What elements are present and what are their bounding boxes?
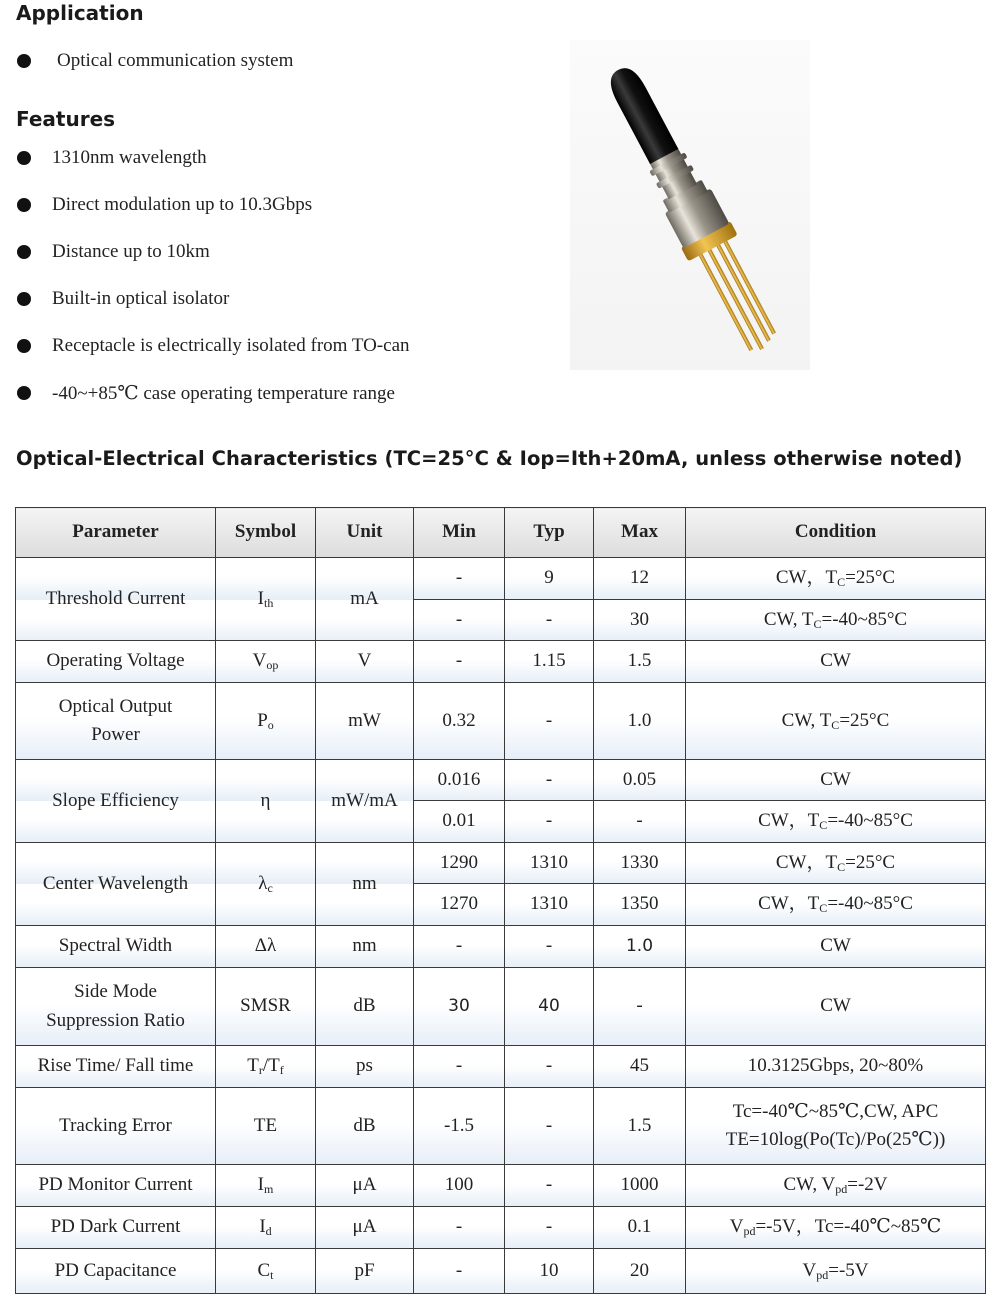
- symbol-cell: $P_o$: [216, 683, 316, 760]
- min-cell: 0.32: [414, 683, 505, 760]
- typ-cell: -: [505, 801, 594, 843]
- table-row: [16, 760, 986, 801]
- min-cell: -: [414, 926, 505, 968]
- table-row: [16, 968, 986, 1046]
- application-item: [17, 47, 293, 75]
- unit-cell: dB: [316, 968, 414, 1046]
- typ-cell: 40: [505, 968, 594, 1046]
- symbol-cell: $T_r/T_f$: [216, 1046, 316, 1088]
- bullet-icon: [17, 245, 31, 259]
- feature-item: [17, 238, 210, 266]
- table-row: [16, 641, 986, 683]
- product-image: [570, 40, 810, 370]
- table-row: [16, 1046, 986, 1088]
- table-header-row: [16, 508, 986, 558]
- symbol-cell: SMSR: [216, 968, 316, 1046]
- bullet-icon: [17, 54, 31, 68]
- symbol-cell: $I_d$: [216, 1207, 316, 1249]
- laser-diode-illustration: [570, 40, 810, 370]
- condition-cell: CW，$T_C=-40\sim 85^\circ C$: [686, 801, 986, 843]
- parameter-cell: Optical Output Power: [16, 683, 216, 760]
- min-cell: -1.5: [414, 1088, 505, 1165]
- features-heading: Features: [16, 107, 116, 131]
- feature-item-text: Distance up to 10km: [52, 241, 210, 262]
- unit-cell: V: [316, 641, 414, 683]
- max-cell: 1.0: [594, 683, 686, 760]
- min-cell: 1270: [414, 884, 505, 926]
- typ-cell: -: [505, 1207, 594, 1249]
- header-min: Min: [414, 508, 505, 558]
- max-cell: 1.5: [594, 641, 686, 683]
- feature-item-text: Direct modulation up to 10.3Gbps: [52, 194, 313, 215]
- parameter-cell: PD Dark Current: [16, 1207, 216, 1249]
- max-cell: 1330: [594, 843, 686, 884]
- unit-cell: pF: [316, 1249, 414, 1294]
- symbol-cell: η: [216, 760, 316, 843]
- max-cell: 1.5: [594, 1088, 686, 1165]
- application-item-text: Optical communication system: [57, 50, 294, 71]
- table-row: [16, 683, 986, 760]
- feature-item-text: -40~+85℃ case operating temperature range: [52, 382, 395, 404]
- unit-cell: mW: [316, 683, 414, 760]
- min-cell: -: [414, 558, 505, 600]
- max-cell: 1000: [594, 1165, 686, 1207]
- unit-cell: mW/mA: [316, 760, 414, 843]
- min-cell: 100: [414, 1165, 505, 1207]
- max-cell: 1350: [594, 884, 686, 926]
- min-cell: -: [414, 1207, 505, 1249]
- application-heading: Application: [16, 1, 144, 25]
- condition-cell: CW, $T_C=25^\circ C$: [686, 683, 986, 760]
- condition-cell: 10.3125Gbps, 20~80%: [686, 1046, 986, 1088]
- symbol-cell: TE: [216, 1088, 316, 1165]
- typ-cell: -: [505, 1046, 594, 1088]
- min-cell: 30: [414, 968, 505, 1046]
- condition-cell: CW，$T_C=25^\circ C$: [686, 558, 986, 600]
- header-condition: Condition: [686, 508, 986, 558]
- unit-cell: μA: [316, 1207, 414, 1249]
- parameter-cell: PD Capacitance: [16, 1249, 216, 1294]
- typ-cell: -: [505, 926, 594, 968]
- min-cell: -: [414, 1249, 505, 1294]
- symbol-cell: $I_m$: [216, 1165, 316, 1207]
- condition-cell: CW，$T_C=-40\sim 85^\circ C$: [686, 884, 986, 926]
- min-cell: 0.01: [414, 801, 505, 843]
- min-cell: -: [414, 600, 505, 641]
- condition-cell: CW: [686, 968, 986, 1046]
- typ-cell: -: [505, 683, 594, 760]
- max-cell: 45: [594, 1046, 686, 1088]
- min-cell: -: [414, 641, 505, 683]
- symbol-cell: $I_{th}$: [216, 558, 316, 641]
- typ-cell: -: [505, 1165, 594, 1207]
- parameter-cell: Operating Voltage: [16, 641, 216, 683]
- condition-cell: CW: [686, 641, 986, 683]
- typ-cell: 1310: [505, 884, 594, 926]
- characteristics-title: Optical-Electrical Characteristics (TC=25°C & Iop=Ith+20mA, unless otherwise noted): [16, 447, 963, 470]
- condition-cell: Tc=-40℃~85℃,CW, APC TE=10log(Po(Tc)/Po(25℃)): [686, 1088, 986, 1165]
- bullet-icon: [17, 151, 31, 165]
- unit-cell: dB: [316, 1088, 414, 1165]
- characteristics-table: [15, 507, 986, 1294]
- typ-cell: -: [505, 760, 594, 801]
- max-cell: 30: [594, 600, 686, 641]
- condition-cell: CW, $V_{pd}=-2V$: [686, 1165, 986, 1207]
- parameter-cell: Rise Time/ Fall time: [16, 1046, 216, 1088]
- bullet-icon: [17, 386, 31, 400]
- unit-cell: nm: [316, 843, 414, 926]
- condition-cell: $V_{pd}=-5V$: [686, 1249, 986, 1294]
- max-cell: 0.05: [594, 760, 686, 801]
- typ-cell: -: [505, 1088, 594, 1165]
- condition-cell: CW: [686, 926, 986, 968]
- max-cell: -: [594, 968, 686, 1046]
- max-cell: 1.0: [594, 926, 686, 968]
- table-row: [16, 558, 986, 600]
- bullet-icon: [17, 339, 31, 353]
- parameter-cell: Side Mode Suppression Ratio: [16, 968, 216, 1046]
- feature-item: [17, 379, 395, 407]
- header-symbol: Symbol: [216, 508, 316, 558]
- max-cell: 20: [594, 1249, 686, 1294]
- condition-cell: CW: [686, 760, 986, 801]
- feature-item: [17, 332, 410, 360]
- parameter-cell: PD Monitor Current: [16, 1165, 216, 1207]
- typ-cell: 10: [505, 1249, 594, 1294]
- min-cell: 0.016: [414, 760, 505, 801]
- feature-item: [17, 144, 207, 172]
- parameter-cell: Center Wavelength: [16, 843, 216, 926]
- bullet-icon: [17, 198, 31, 212]
- min-cell: 1290: [414, 843, 505, 884]
- parameter-cell: Tracking Error: [16, 1088, 216, 1165]
- unit-cell: ps: [316, 1046, 414, 1088]
- symbol-cell: Δλ: [216, 926, 316, 968]
- feature-item-text: Built-in optical isolator: [52, 288, 230, 309]
- unit-cell: mA: [316, 558, 414, 641]
- feature-item: [17, 191, 312, 219]
- condition-cell: $V_{pd}=-5V$，Tc=-40℃~85℃: [686, 1207, 986, 1249]
- table-row: [16, 1249, 986, 1294]
- typ-cell: 1.15: [505, 641, 594, 683]
- parameter-cell: Spectral Width: [16, 926, 216, 968]
- typ-cell: -: [505, 600, 594, 641]
- header-typ: Typ: [505, 508, 594, 558]
- header-parameter: Parameter: [16, 508, 216, 558]
- min-cell: -: [414, 1046, 505, 1088]
- max-cell: 0.1: [594, 1207, 686, 1249]
- condition-cell: CW, $T_C=-40\sim 85^\circ C$: [686, 600, 986, 641]
- parameter-cell: Slope Efficiency: [16, 760, 216, 843]
- bullet-icon: [17, 292, 31, 306]
- max-cell: -: [594, 801, 686, 843]
- table-row: [16, 1165, 986, 1207]
- unit-cell: nm: [316, 926, 414, 968]
- condition-cell: CW，$T_C=25^\circ C$: [686, 843, 986, 884]
- parameter-cell: Threshold Current: [16, 558, 216, 641]
- symbol-cell: $\lambda_c$: [216, 843, 316, 926]
- typ-cell: 9: [505, 558, 594, 600]
- table-row: [16, 926, 986, 968]
- max-cell: 12: [594, 558, 686, 600]
- feature-item-text: Receptacle is electrically isolated from TO-can: [52, 335, 410, 356]
- feature-item: [17, 285, 229, 313]
- feature-item-text: 1310nm wavelength: [52, 147, 207, 168]
- unit-cell: μA: [316, 1165, 414, 1207]
- table-row: [16, 843, 986, 884]
- header-unit: Unit: [316, 508, 414, 558]
- typ-cell: 1310: [505, 843, 594, 884]
- table-row: [16, 1207, 986, 1249]
- table-row: [16, 1088, 986, 1165]
- symbol-cell: $V_{op}$: [216, 641, 316, 683]
- symbol-cell: $C_t$: [216, 1249, 316, 1294]
- header-max: Max: [594, 508, 686, 558]
